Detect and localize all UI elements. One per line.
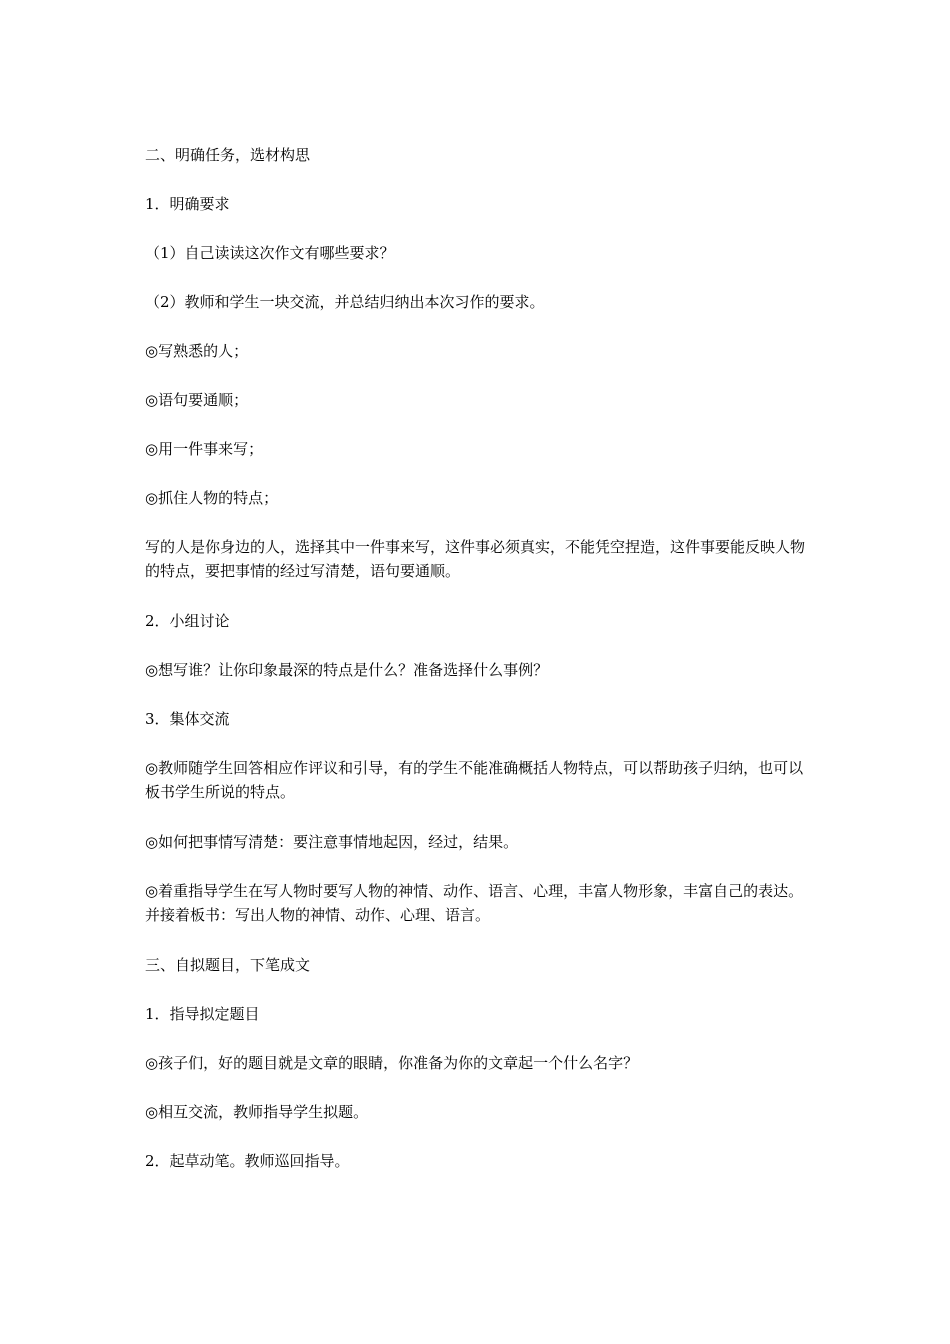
bullet-item: ◎想写谁？让你印象最深的特点是什么？准备选择什么事例？ [145,661,549,679]
bullet-item: ◎相互交流，教师指导学生拟题。 [145,1103,369,1121]
paragraph-summary: 写的人是你身边的人，选择其中一件事来写，这件事必须真实，不能凭空捏造，这件事要能反映人物的特点，要把事情的经过写清楚，语句要通顺。 [145,538,806,580]
section-heading-3: 三、自拟题目，下笔成文 [145,956,311,974]
paragraph: （1）自己读读这次作文有哪些要求？ [145,244,395,262]
subheading-collective-exchange: 3．集体交流 [145,710,230,728]
bullet-item: ◎用一件事来写； [145,440,264,458]
document-body [145,143,810,1198]
bullet-item: ◎教师随学生回答相应作评议和引导，有的学生不能准确概括人物特点，可以帮助孩子归纳，也可以板书学生所说的特点。 [145,759,804,801]
bullet-item: ◎写熟悉的人； [145,342,249,360]
bullet-item: ◎孩子们，好的题目就是文章的眼睛，你准备为你的文章起一个什么名字？ [145,1054,639,1072]
bullet-item: ◎着重指导学生在写人物时要写人物的神情、动作、语言、心理，丰富人物形象，丰富自己的表达。并接着板书：写出人物的神情、动作、心理、语言。 [145,882,804,924]
bullet-item: ◎抓住人物的特点； [145,489,279,507]
subheading-title-guidance: 1．指导拟定题目 [145,1005,260,1023]
bullet-item: ◎语句要通顺； [145,391,249,409]
paragraph: （2）教师和学生一块交流，并总结归纳出本次习作的要求。 [145,293,545,311]
subheading-drafting: 2．起草动笔。教师巡回指导。 [145,1152,350,1170]
subheading-group-discussion: 2．小组讨论 [145,612,230,630]
bullet-item: ◎如何把事情写清楚：要注意事情地起因，经过，结果。 [145,833,519,851]
section-heading-2: 二、明确任务，选材构思 [145,146,311,164]
subheading-clarify-requirements: 1．明确要求 [145,195,230,213]
